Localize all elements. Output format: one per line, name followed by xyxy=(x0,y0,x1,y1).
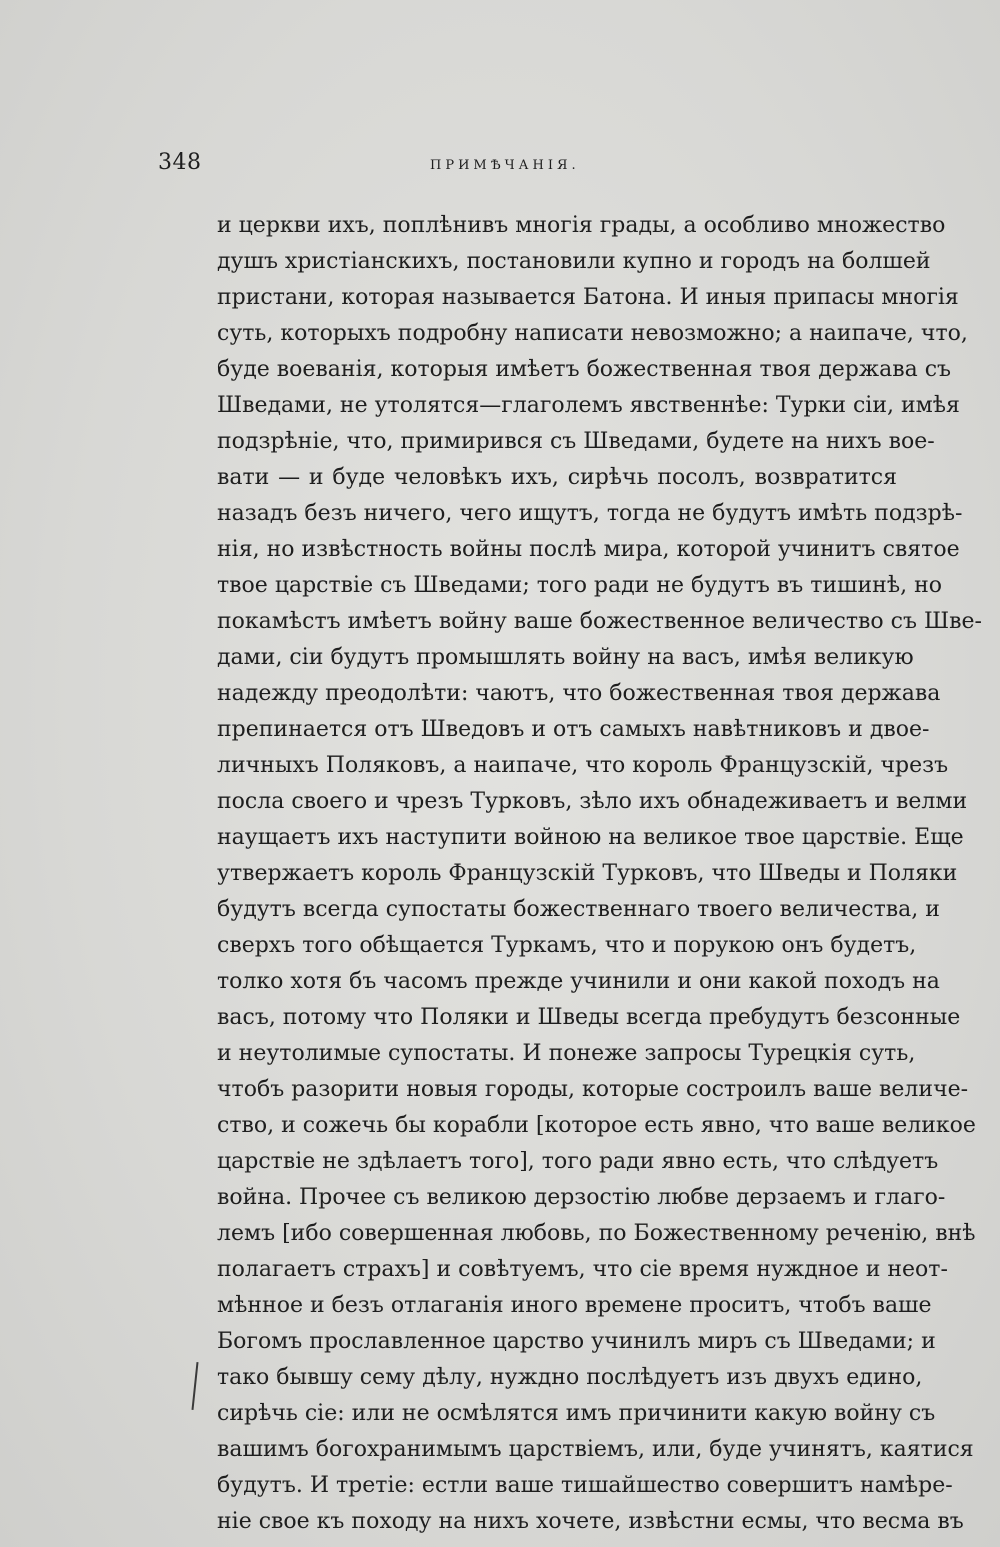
text-line: препинается отъ Шведовъ и отъ самыхъ навѣтниковъ и двое- xyxy=(217,717,930,742)
text-line: сирѣчь сіе: или не осмѣлятся имъ причинити какую войну съ xyxy=(217,1401,936,1426)
running-head: ПРИМѢЧАНІЯ. xyxy=(430,158,580,173)
text-line: васъ, потому что Поляки и Шведы всегда пребудутъ безсонные xyxy=(217,1005,961,1030)
text-line: личныхъ Поляковъ, а наипаче, что король Французскій, чрезъ xyxy=(217,753,949,778)
text-line: война. Прочее съ великою дерзостію любве дерзаемъ и глаго- xyxy=(217,1185,946,1210)
text-line: вати — и буде человѣкъ ихъ, сирѣчь посолъ, возвратится xyxy=(217,465,897,490)
page-number: 348 xyxy=(158,150,202,175)
text-line: тако бывшу сему дѣлу, нуждно послѣдуетъ изъ двухъ едино, xyxy=(217,1365,923,1390)
text-line: Богомъ прославленное царство учинилъ миръ съ Шведами; и xyxy=(217,1329,936,1354)
text-line: царствіе не здѣлаетъ того], того ради явно есть, что слѣдуетъ xyxy=(217,1149,939,1174)
text-line: наущаетъ ихъ наступити войною на великое твое царствіе. Еще xyxy=(217,825,964,850)
text-line: и неутолимые супостаты. И понеже запросы Турецкія суть, xyxy=(217,1041,916,1066)
text-line: вашимъ богохранимымъ царствіемъ, или, буде учинятъ, каятися xyxy=(217,1437,974,1462)
text-line: подзрѣніе, что, примирився съ Шведами, будете на нихъ вое- xyxy=(217,429,935,454)
text-line: буде воеванія, которыя имѣетъ божественная твоя держава съ xyxy=(217,357,952,382)
text-line: полагаетъ страхъ] и совѣтуемъ, что сіе время нуждное и неот- xyxy=(217,1257,948,1282)
text-line: посла своего и чрезъ Турковъ, зѣло ихъ обнадеживаетъ и велми xyxy=(217,789,968,814)
text-line: покамѣстъ имѣетъ войну ваше божественное величество съ Шве- xyxy=(217,609,982,634)
text-line: лемъ [ибо совершенная любовь, по Божественному реченію, внѣ xyxy=(217,1221,976,1246)
text-line: ніе свое къ походу на нихъ хочете, извѣстни есмы, что весма въ xyxy=(217,1509,964,1534)
text-line: надежду преодолѣти: чаютъ, что божественная твоя держава xyxy=(217,681,941,706)
text-line: душъ христіанскихъ, постановили купно и городъ на болшей xyxy=(217,249,931,274)
text-line: чтобъ разорити новыя городы, которые состроилъ ваше величе- xyxy=(217,1077,969,1102)
text-line: будутъ всегда супостаты божественнаго твоего величества, и xyxy=(217,897,940,922)
text-line: утвержаетъ король Французскій Турковъ, что Шведы и Поляки xyxy=(217,861,958,886)
page-header xyxy=(158,150,898,190)
text-line: нія, но извѣстность войны послѣ мира, которой учинитъ святое xyxy=(217,537,960,562)
body-text xyxy=(217,208,982,1540)
text-line: будутъ. И третіе: естли ваше тишайшество совершитъ намѣре- xyxy=(217,1473,953,1498)
margin-pencil-mark xyxy=(191,1362,198,1410)
text-line: и церкви ихъ, поплѣнивъ многія грады, а особливо множество xyxy=(217,213,946,238)
text-line: ство, и сожечь бы корабли [которое есть явно, что ваше великое xyxy=(217,1113,976,1138)
text-line: суть, которыхъ подробну написати невозможно; а наипаче, что, xyxy=(217,321,968,346)
text-line: твое царствіе съ Шведами; того ради не будутъ въ тишинѣ, но xyxy=(217,573,943,598)
text-line: дами, сіи будутъ промышлять войну на васъ, имѣя великую xyxy=(217,645,914,670)
text-line: толко хотя бъ часомъ прежде учинили и они какой походъ на xyxy=(217,969,940,994)
text-line: Шведами, не утолятся—глаголемъ явственнѣе: Турки сіи, имѣя xyxy=(217,393,960,418)
text-line: назадъ безъ ничего, чего ищутъ, тогда не будутъ имѣть подзрѣ- xyxy=(217,501,963,526)
text-line: сверхъ того обѣщается Туркамъ, что и порукою онъ будетъ, xyxy=(217,933,917,958)
text-line: мѣнное и безъ отлаганія иного времене проситъ, чтобъ ваше xyxy=(217,1293,932,1318)
text-line: пристани, которая называется Батона. И иныя припасы многія xyxy=(217,285,959,310)
